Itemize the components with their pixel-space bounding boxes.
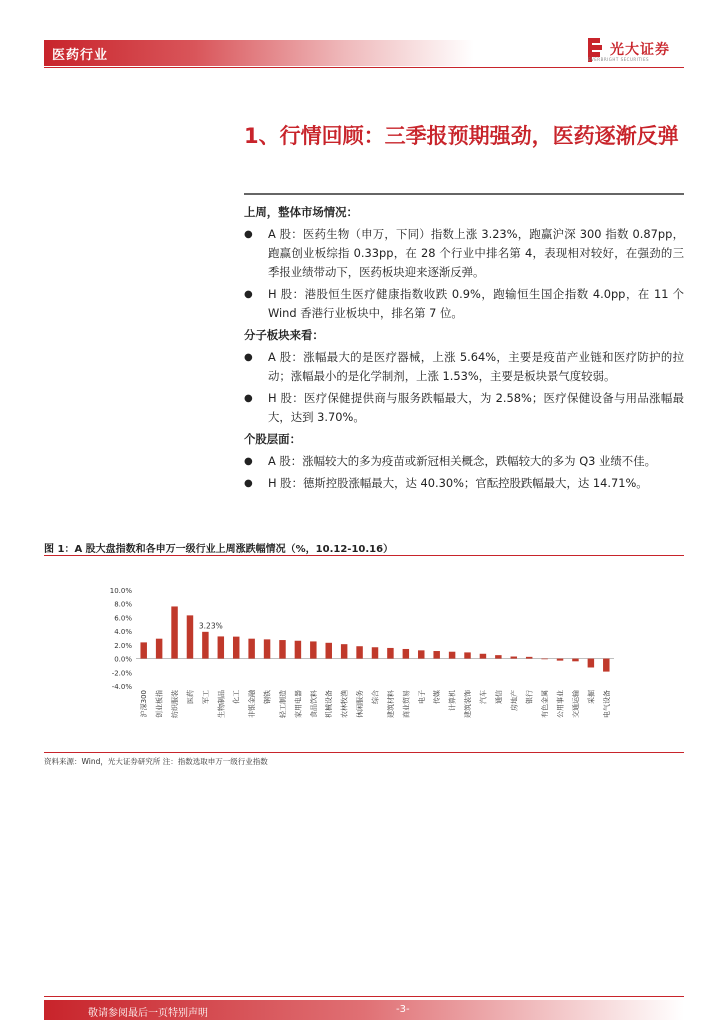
x-tick-label: 纺织服装: [171, 690, 180, 718]
x-tick-label: 有色金属: [541, 690, 550, 718]
figure-top-rule: [44, 555, 684, 556]
y-tick-label: 8.0%: [114, 600, 132, 609]
list-item: [244, 452, 684, 471]
x-tick-label: 创业板指: [155, 690, 164, 718]
figure-source: 资料来源：Wind，光大证券研究所 注：指数选取申万一级行业指数: [44, 757, 268, 766]
y-tick-label: 10.0%: [109, 587, 132, 595]
bar-3: [187, 615, 193, 658]
bar-21: [464, 652, 470, 658]
x-tick-label: 机械设备: [325, 690, 334, 718]
x-tick-label: 轻工制造: [278, 690, 287, 718]
x-tick-label: 医药: [186, 690, 195, 704]
list-item: [244, 348, 684, 386]
bullet-text: H 股：德斯控股涨幅最大，达 40.30%；官酝控股跌幅最大，达 14.71%。: [268, 476, 648, 490]
x-tick-label: 非银金融: [248, 690, 257, 718]
bar-24: [511, 657, 517, 659]
x-tick-label: 电气设备: [602, 690, 611, 718]
bullet-icon: ●: [244, 229, 253, 240]
x-tick-label: 交通运输: [571, 690, 580, 718]
y-tick-label: 2.0%: [114, 641, 132, 650]
data-label: 3.23%: [198, 621, 223, 631]
bullet-icon: ●: [244, 289, 253, 300]
overview-heading: 上周，整体市场情况：: [244, 205, 358, 219]
logo-name: 光大证券: [610, 42, 670, 58]
bar-30: [603, 659, 609, 672]
y-tick-label: 0.0%: [114, 655, 132, 664]
bar-26: [541, 659, 547, 660]
page-number: -3-: [396, 1004, 410, 1015]
bar-5: [218, 636, 224, 658]
header-bar: [44, 40, 474, 66]
x-tick-label: 沪深300: [140, 690, 149, 718]
figure-bottom-rule: [44, 752, 684, 753]
bullet-text: H 股：港股恒生医疗健康指数收跌 0.9%，跑输恒生国企指数 4.0pp，在 11 个 Wind 香港行业板块中，排名第 7 位。: [268, 287, 684, 320]
x-tick-label: 食品饮料: [309, 690, 318, 718]
bar-7: [248, 639, 254, 659]
bar-10: [295, 641, 301, 659]
x-tick-label: 银行: [525, 690, 534, 704]
bar-6: [233, 637, 239, 659]
x-tick-label: 计算机: [448, 690, 457, 711]
bar-11: [310, 641, 316, 658]
x-tick-label: 电子: [417, 690, 426, 704]
x-tick-label: 通信: [494, 690, 503, 704]
list-item: [244, 474, 684, 493]
bar-28: [572, 659, 578, 662]
bar-18: [418, 650, 424, 658]
list-item: [244, 225, 684, 282]
bar-23: [495, 655, 501, 658]
x-tick-label: 休闲服务: [356, 690, 365, 718]
x-tick-label: 商业贸易: [402, 690, 411, 718]
bullet-icon: ●: [244, 393, 253, 404]
list-item: [244, 389, 684, 427]
bar-8: [264, 639, 270, 658]
x-tick-label: 农林牧渔: [340, 690, 349, 718]
y-tick-label: -2.0%: [111, 669, 132, 678]
bar-4: [202, 632, 208, 659]
page-title: 1、行情回顾：三季报预期强劲，医药逐渐反弹: [244, 124, 679, 148]
x-tick-label: 房地产: [510, 690, 519, 711]
bullet-text: A 股：医药生物（申万，下同）指数上涨 3.23%，跑赢沪深 300 指数 0.87pp，跑赢创业板综指 0.33pp，在 28 个行业中排名第 4，表现相对较好，在强劲的三季报业绩带动下，医药板块迎来逐渐反弹。: [268, 227, 684, 279]
x-tick-label: 建筑装饰: [464, 690, 473, 718]
x-tick-label: 汽车: [479, 690, 488, 704]
bar-29: [588, 659, 594, 668]
bullet-text: A 股：涨幅较大的多为疫苗或新冠相关概念，跌幅较大的多为 Q3 业绩不佳。: [268, 454, 656, 468]
company-logo: [588, 38, 688, 64]
y-tick-label: 6.0%: [114, 614, 132, 623]
x-tick-label: 生物制品: [217, 690, 226, 718]
bullet-icon: ●: [244, 352, 253, 363]
bar-17: [403, 649, 409, 659]
stocks-heading: 个股层面：: [244, 432, 301, 446]
x-tick-label: 钢铁: [263, 690, 272, 704]
figure-title: 图 1：A 股大盘指数和各申万一级行业上周涨跌幅情况（%，10.12-10.16）: [44, 544, 394, 555]
y-tick-label: -4.0%: [111, 683, 132, 691]
sub-sectors-heading: 分子板块来看：: [244, 328, 324, 342]
bar-15: [372, 647, 378, 658]
title-rule: [244, 193, 684, 195]
x-tick-label: 军工: [201, 690, 210, 704]
header-rule: [44, 67, 684, 68]
list-item: [244, 285, 684, 323]
bar-19: [433, 651, 439, 659]
x-tick-label: 建筑材料: [386, 690, 395, 718]
x-tick-label: 综合: [371, 690, 380, 704]
footer-rule: [44, 996, 684, 997]
x-tick-label: 家用电器: [294, 690, 303, 718]
bar-16: [387, 648, 393, 659]
bar-22: [480, 654, 486, 659]
bar-12: [326, 643, 332, 659]
section-label: 医药行业: [52, 48, 109, 63]
bar-20: [449, 652, 455, 659]
x-tick-label: 采掘: [587, 690, 596, 704]
bullet-text: A 股：涨幅最大的是医疗器械，上涨 5.64%，主要是疫苗产业链和医疗防护的拉动；涨幅最小的是化学制剂，上涨 1.53%，主要是板块景气度较弱。: [268, 350, 684, 383]
bullet-icon: ●: [244, 478, 253, 489]
bar-14: [356, 646, 362, 658]
bullet-text: H 股：医疗保健提供商与服务跌幅最大，为 2.58%；医疗保健设备与用品涨幅最大，达到 3.70%。: [268, 391, 684, 424]
x-tick-label: 公用事业: [556, 690, 565, 718]
bar-0: [140, 642, 146, 658]
bar-chart: [44, 562, 684, 752]
y-tick-label: 4.0%: [114, 628, 132, 637]
bullet-icon: ●: [244, 456, 253, 467]
bar-27: [557, 659, 563, 661]
body-text: [244, 202, 684, 496]
logo-subtitle: EVERBRIGHT SECURITIES: [588, 57, 650, 62]
x-tick-label: 化工: [232, 690, 241, 704]
x-tick-label: 传媒: [433, 690, 442, 704]
bar-9: [279, 640, 285, 659]
footer-disclaimer: 敬请参阅最后一页特别声明: [88, 1008, 208, 1019]
bar-13: [341, 644, 347, 658]
bar-1: [156, 639, 162, 659]
bar-25: [526, 657, 532, 659]
bar-2: [171, 606, 177, 658]
